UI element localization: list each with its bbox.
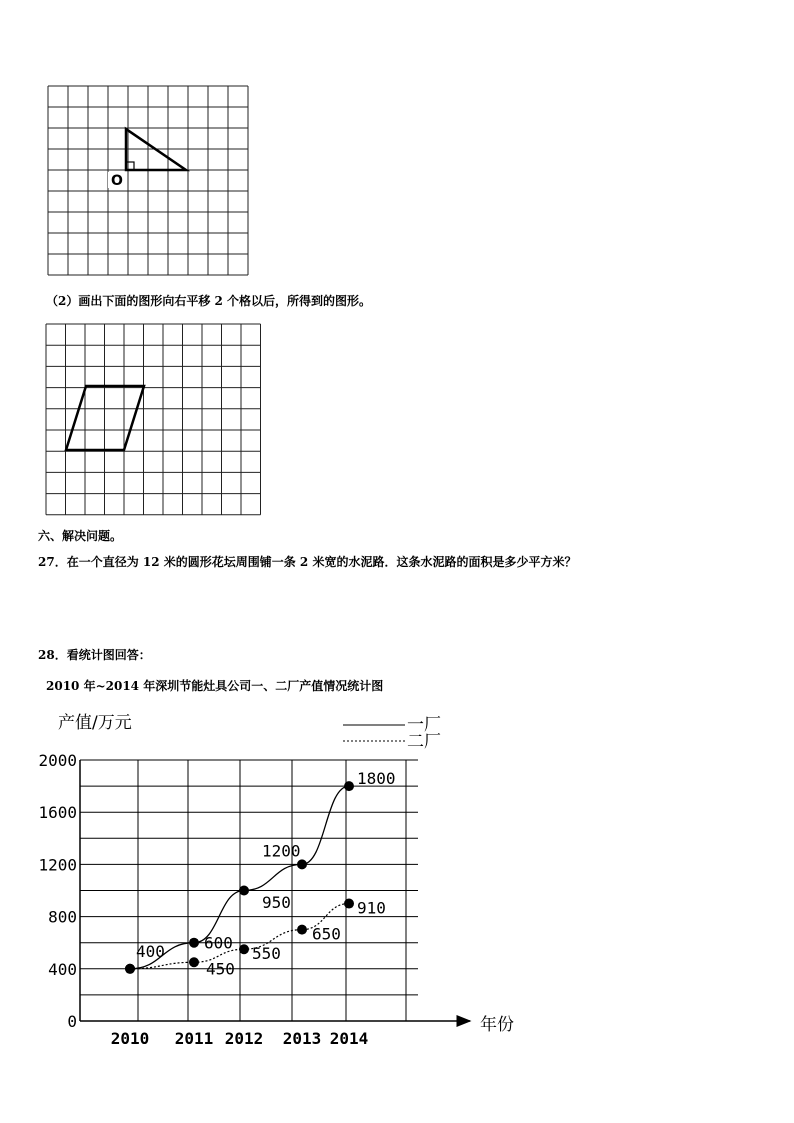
data-point: [239, 886, 249, 896]
data-point: [297, 859, 307, 869]
grid-parallelogram: [44, 322, 262, 516]
x-tick-label: 2010: [110, 1029, 150, 1048]
y-tick-label: 400: [48, 959, 77, 979]
x-axis-label: 年份: [480, 1015, 514, 1035]
data-point: [239, 944, 249, 954]
data-point: [344, 781, 354, 791]
x-tick-label: 2014: [329, 1029, 369, 1048]
data-label: 450: [206, 959, 235, 979]
data-label: 950: [262, 893, 291, 912]
y-tick-label: 0: [67, 1012, 77, 1031]
legend-label: 二厂: [407, 732, 441, 752]
y-tick-label: 1200: [38, 855, 77, 875]
data-label: 910: [357, 898, 386, 918]
x-tick-label: 2013: [282, 1029, 322, 1048]
x-tick-label: 2011: [174, 1029, 214, 1048]
x-tick-label: 2012: [224, 1029, 264, 1048]
question-28: 28．看统计图回答：: [38, 648, 151, 662]
origin-label: O: [111, 173, 123, 189]
data-label: 650: [312, 924, 341, 944]
y-tick-label: 2000: [38, 751, 77, 770]
y-tick-label: 1600: [38, 803, 77, 823]
data-point: [189, 938, 199, 948]
data-label: 1800: [357, 769, 396, 789]
question-translate: （2）画出下面的图形向右平移 2 个格以后，所得到的图形。: [46, 294, 372, 308]
line-chart: [0, 700, 520, 1060]
data-point: [189, 957, 199, 967]
data-label: 550: [252, 944, 281, 964]
data-label: 600: [204, 933, 233, 953]
y-axis-label: 产值/万元: [58, 713, 132, 733]
question-27: 27．在一个直径为 12 米的圆形花坛周围铺一条 2 米宽的水泥路．这条水泥路的面积是多少平方米？: [38, 555, 577, 569]
data-label: 1200: [262, 841, 301, 861]
data-point: [125, 964, 135, 974]
y-tick-label: 800: [48, 907, 77, 927]
legend-label: 一厂: [407, 715, 441, 735]
data-label: 400: [136, 941, 165, 961]
section-six-title: 六、解决问题。: [38, 529, 123, 543]
data-point: [344, 899, 354, 909]
data-point: [297, 925, 307, 935]
grid-triangle: [46, 84, 251, 280]
chart-title: 2010 年~2014 年深圳节能灶具公司一、二厂产值情况统计图: [46, 679, 384, 693]
